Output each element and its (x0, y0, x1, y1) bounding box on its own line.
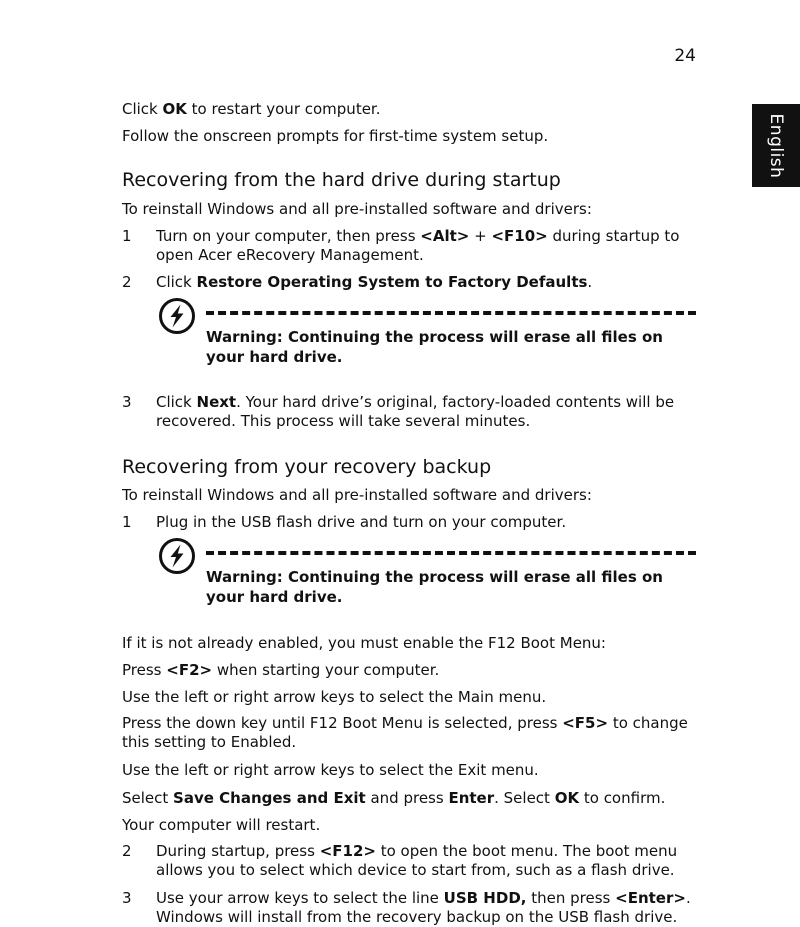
warning-callout (158, 537, 698, 617)
follow-prompts-line: Follow the onscreen prompts for first-time system setup. (122, 127, 549, 145)
step-text (156, 842, 704, 880)
select-save-d: to confirm. (579, 789, 666, 807)
step2b-text-a: During startup, press (156, 842, 320, 860)
alt-key: <Alt> (420, 227, 470, 245)
step3b-text-b: then press (526, 889, 616, 907)
step-text: Plug in the USB flash drive and turn on your computer. (156, 513, 567, 531)
down-key-a: Press the down key until F12 Boot Menu is selected, press (122, 714, 563, 732)
step1-text-a: Turn on your computer, then press (156, 227, 421, 245)
save-changes-keyword: Save Changes and Exit (173, 789, 366, 807)
next-keyword: Next (196, 393, 237, 411)
press-f2-a: Press (122, 661, 167, 679)
warning-divider (206, 551, 696, 555)
step2-text-b: . (587, 273, 593, 291)
step-number: 2 (122, 273, 132, 291)
step-text (156, 273, 704, 292)
press-f2-line (122, 660, 702, 680)
step-number: 2 (122, 842, 132, 860)
language-tab-label: English (766, 113, 786, 178)
step3-text-a: Click (156, 393, 197, 411)
step-number: 1 (122, 513, 132, 531)
down-key-b: to change this setting to Enabled. (122, 714, 688, 751)
hard-drive-intro: To reinstall Windows and all pre-installed software and drivers: (122, 200, 592, 218)
select-save-c: . Select (494, 789, 555, 807)
arrow-main-line: Use the left or right arrow keys to select the Main menu. (122, 688, 547, 706)
select-save-line (122, 788, 702, 808)
step-number: 3 (122, 393, 132, 411)
down-key-line (122, 714, 692, 752)
restart-line: Your computer will restart. (122, 816, 321, 834)
step3b-text-a: Use your arrow keys to select the line (156, 889, 444, 907)
warning-text: Warning: Continuing the process will erase all files on your hard drive. (206, 328, 663, 366)
step3-text-b: . Your hard drive’s original, factory-loaded contents will be recovered. This process will take several minutes. (156, 393, 675, 430)
warning-divider (206, 311, 696, 315)
click-ok-pre: Click (122, 100, 163, 118)
step2-text-a: Click (156, 273, 197, 291)
select-save-a: Select (122, 789, 174, 807)
click-ok-line (122, 99, 702, 119)
usb-hdd-keyword: USB HDD, (443, 889, 527, 907)
language-tab (752, 104, 800, 187)
f12-key: <F12> (319, 842, 376, 860)
backup-intro: To reinstall Windows and all pre-installed software and drivers: (122, 486, 592, 504)
warning-text: Warning: Continuing the process will erase all files on your hard drive. (206, 568, 663, 606)
step1-text-b: + (469, 227, 492, 245)
arrow-exit-line: Use the left or right arrow keys to select the Exit menu. (122, 761, 539, 779)
restore-option: Restore Operating System to Factory Defaults (196, 273, 588, 291)
section-heading-hard-drive: Recovering from the hard drive during startup (122, 169, 561, 191)
step-text (156, 889, 704, 927)
lightning-warning-icon (158, 537, 196, 575)
ok-keyword: OK (162, 100, 187, 118)
f5-key: <F5> (562, 714, 609, 732)
press-f2-b: when starting your computer. (212, 661, 440, 679)
enter-key: <Enter> (615, 889, 686, 907)
f2-key: <F2> (166, 661, 213, 679)
lightning-warning-icon (158, 297, 196, 335)
page-number: 24 (674, 46, 696, 66)
step1-text-c: during startup to open Acer eRecovery Management. (156, 227, 680, 264)
step-number: 3 (122, 889, 132, 907)
step2b-text-b: to open the boot menu. The boot menu allows you to select which device to start from, such as a flash drive. (156, 842, 678, 879)
step-text (156, 393, 704, 431)
f10-key: <F10> (491, 227, 548, 245)
warning-callout (158, 297, 698, 377)
enter-keyword: Enter (448, 789, 495, 807)
step3b-text-c: . Windows will install from the recovery backup on the USB flash drive. (156, 889, 691, 926)
step-number: 1 (122, 227, 132, 245)
step-text (156, 227, 704, 265)
click-ok-post: to restart your computer. (186, 100, 381, 118)
section-heading-backup: Recovering from your recovery backup (122, 456, 492, 478)
select-save-b: and press (365, 789, 449, 807)
f12-boot-intro: If it is not already enabled, you must enable the F12 Boot Menu: (122, 634, 606, 652)
ok-keyword: OK (554, 789, 580, 807)
